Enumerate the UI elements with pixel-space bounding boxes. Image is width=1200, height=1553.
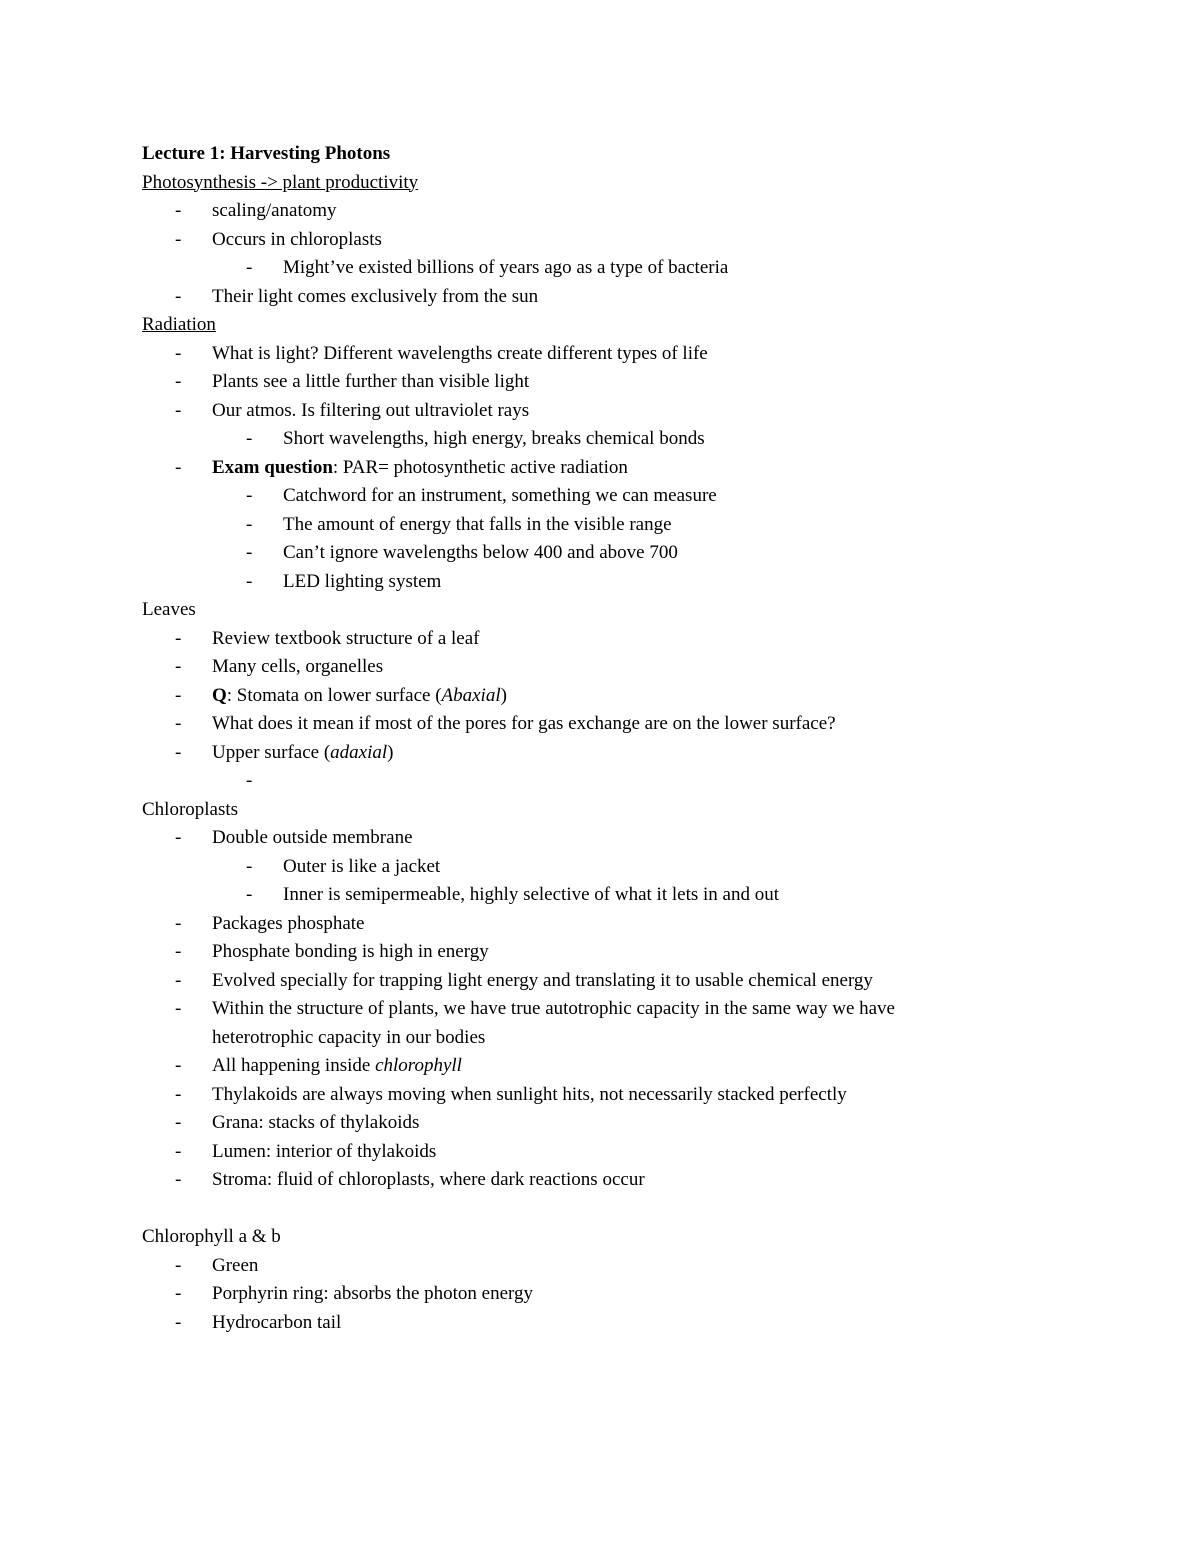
list-item-text: LED lighting system — [283, 570, 442, 592]
list-item — [142, 283, 1042, 312]
bullet-dash: - — [175, 912, 182, 934]
list-item-text-end: ) — [500, 684, 507, 706]
list-item — [142, 824, 1042, 853]
sub-list-item — [142, 511, 1042, 540]
list-item-text: Green — [212, 1254, 259, 1276]
sub-list-item — [142, 425, 1042, 454]
list-item-text: What does it mean if most of the pores for gas exchange are on the lower surface? — [212, 713, 836, 734]
list-item-text: Their light comes exclusively from the sun — [212, 285, 539, 307]
bullet-dash: - — [246, 884, 253, 905]
bullet-dash: - — [175, 827, 182, 848]
section-heading-leaves: Leaves — [142, 599, 196, 620]
list-item-text: Can’t ignore wavelengths below 400 and above 700 — [283, 542, 678, 563]
sub-list-item-empty — [142, 767, 1042, 796]
bullet-dash: - — [175, 656, 182, 677]
bullet-dash: - — [246, 513, 253, 535]
list-item — [142, 1166, 1042, 1195]
list-item-text: Might’ve existed billions of years ago as a type of bacteria — [283, 257, 729, 278]
sub-list-item — [142, 254, 1042, 283]
bullet-dash: - — [175, 1169, 182, 1190]
list-item — [142, 682, 1042, 711]
list-item-text: Our atmos. Is filtering out ultraviolet rays — [212, 399, 530, 421]
bullet-dash: - — [175, 200, 182, 221]
list-item-text — [212, 739, 992, 768]
list-item-text: Stroma: fluid of chloroplasts, where dark reactions occur — [212, 1169, 645, 1190]
list-item-text: Inner is semipermeable, highly selective of what it lets in and out — [283, 884, 779, 905]
bullet-dash: - — [175, 1283, 182, 1304]
bullet-dash: - — [175, 684, 182, 706]
list-item — [142, 653, 1042, 682]
list-item-text: Phosphate bonding is high in energy — [212, 941, 489, 962]
bullet-dash: - — [175, 285, 182, 307]
list-item — [142, 1280, 1042, 1309]
list-item-text-pre: All happening inside — [212, 1055, 376, 1076]
bullet-dash: - — [175, 228, 182, 250]
bullet-dash: - — [175, 1254, 182, 1276]
list-item — [142, 995, 1042, 1052]
list-item-text: Occurs in chloroplasts — [212, 228, 382, 250]
bullet-dash: - — [175, 1311, 182, 1333]
list-item — [142, 1252, 1042, 1281]
list-item — [142, 340, 1042, 369]
list-item — [142, 1109, 1042, 1138]
list-item-text: Short wavelengths, high energy, breaks chemical bonds — [283, 428, 705, 449]
list-item — [142, 938, 1042, 967]
exam-question-label: Exam question — [212, 456, 333, 478]
section-heading-chlorophyll: Chlorophyll a & b — [142, 1226, 281, 1247]
list-item-text: Packages phosphate — [212, 912, 365, 934]
bullet-dash: - — [175, 969, 182, 991]
list-item-text: Plants see a little further than visible light — [212, 371, 530, 392]
bullet-dash: - — [175, 741, 182, 763]
bullet-dash: - — [246, 770, 253, 791]
section-heading-photosynthesis: Photosynthesis -> plant productivity — [142, 171, 419, 193]
list-item-text: Review textbook structure of a leaf — [212, 627, 480, 649]
list-item-text: Within the structure of plants, we have true autotrophic capacity in the same way we have heterotrophic capacity in our bodies — [212, 998, 895, 1048]
bullet-dash: - — [175, 1083, 182, 1105]
list-item-text: Catchword for an instrument, something we can measure — [283, 485, 717, 506]
sub-list-item — [142, 853, 1042, 882]
bullet-dash: - — [175, 713, 182, 734]
bullet-dash: - — [175, 399, 182, 421]
bullet-dash: - — [175, 941, 182, 962]
bullet-dash: - — [175, 627, 182, 649]
list-item-text: Hydrocarbon tail — [212, 1311, 342, 1333]
list-item — [142, 397, 1042, 426]
list-item-text-mid: : Stomata on lower surface ( — [226, 684, 442, 706]
section-heading-radiation: Radiation — [142, 314, 216, 335]
chlorophyll-term: chlorophyll — [375, 1055, 462, 1076]
adaxial-term: adaxial — [330, 741, 388, 763]
bullet-dash: - — [246, 542, 253, 563]
list-item-text: Lumen: interior of thylakoids — [212, 1140, 437, 1162]
abaxial-term: Abaxial — [441, 684, 501, 706]
list-item-text: Grana: stacks of thylakoids — [212, 1112, 420, 1133]
bullet-dash: - — [246, 257, 253, 278]
bullet-dash: - — [175, 1055, 182, 1076]
bullet-dash: - — [246, 570, 253, 592]
list-item — [142, 197, 1042, 226]
list-item — [142, 368, 1042, 397]
blank-line — [142, 1195, 1042, 1224]
bullet-dash: - — [175, 456, 182, 478]
list-item — [142, 1138, 1042, 1167]
list-item — [142, 454, 1042, 483]
list-item-text: What is light? Different wavelengths create different types of life — [212, 342, 708, 364]
bullet-dash: - — [246, 485, 253, 506]
bullet-dash: - — [175, 1112, 182, 1133]
list-item — [142, 910, 1042, 939]
section-heading-chloroplasts: Chloroplasts — [142, 798, 239, 820]
list-item — [142, 226, 1042, 255]
list-item-text-pre: Upper surface ( — [212, 741, 331, 763]
list-item-text — [212, 454, 992, 483]
bullet-dash: - — [175, 1140, 182, 1162]
bullet-dash: - — [175, 342, 182, 364]
list-item-text: Double outside membrane — [212, 827, 413, 848]
list-item-text — [212, 682, 992, 711]
list-item-text-end: ) — [387, 741, 394, 763]
list-item-text: scaling/anatomy — [212, 200, 337, 221]
list-item-text: Porphyrin ring: absorbs the photon energy — [212, 1283, 534, 1304]
document-title: Lecture 1: Harvesting Photons — [142, 143, 391, 164]
list-item — [142, 967, 1042, 996]
list-item — [142, 1052, 1042, 1081]
list-item — [142, 1309, 1042, 1338]
list-item — [142, 625, 1042, 654]
sub-list-item — [142, 568, 1042, 597]
bullet-dash: - — [175, 998, 182, 1019]
list-item — [142, 739, 1042, 768]
list-item — [142, 710, 1042, 739]
list-item-text-rest: : PAR= photosynthetic active radiation — [332, 456, 628, 478]
list-item-text: Evolved specially for trapping light energy and translating it to usable chemical energy — [212, 969, 873, 991]
bullet-dash: - — [175, 371, 182, 392]
sub-list-item — [142, 539, 1042, 568]
list-item-text: The amount of energy that falls in the visible range — [283, 513, 672, 535]
sub-list-item — [142, 482, 1042, 511]
document-page — [142, 140, 1042, 1337]
list-item-text: Many cells, organelles — [212, 656, 384, 677]
list-item-text: Thylakoids are always moving when sunlight hits, not necessarily stacked perfectly — [212, 1083, 847, 1105]
bullet-dash: - — [246, 855, 253, 877]
question-label: Q — [212, 684, 227, 706]
list-item-text — [212, 1052, 992, 1081]
sub-list-item — [142, 881, 1042, 910]
list-item-text: Outer is like a jacket — [283, 855, 441, 877]
bullet-dash: - — [246, 428, 253, 449]
list-item — [142, 1081, 1042, 1110]
